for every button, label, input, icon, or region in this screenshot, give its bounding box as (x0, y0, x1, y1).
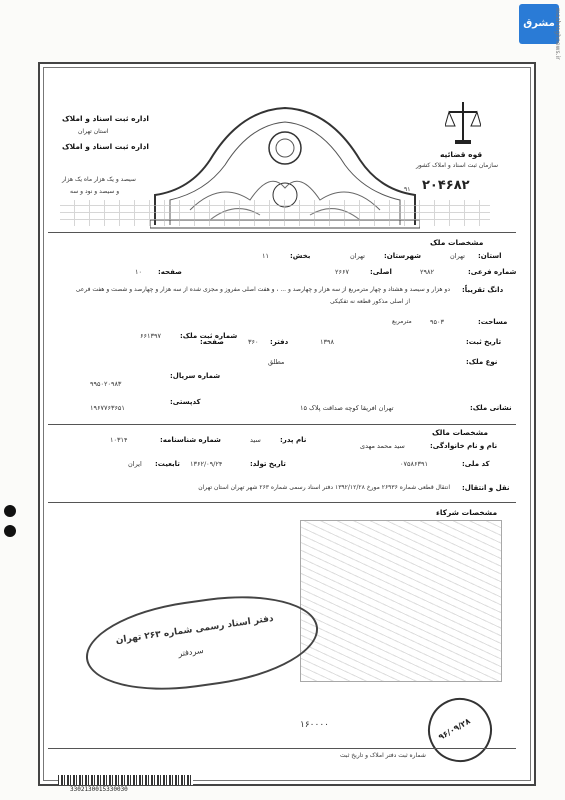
judiciary-emblem (445, 98, 481, 146)
deed-serial-prefix: ۹۱ (404, 186, 411, 193)
notary-stamp-line-1: دفتر اسناد رسمی شماره ۲۶۳ تهران (115, 613, 275, 646)
header-left-line-3: اداره ثبت اسناد و املاک (62, 142, 149, 151)
estate-label: نوع ملک: (466, 358, 498, 366)
parcel-plan-sketch (300, 520, 502, 682)
serial2-label: شماره سریال: (170, 372, 221, 380)
id-value: ۱۰۳۱۴ (110, 436, 128, 444)
section-property-title: مشخصات ملک (430, 238, 484, 247)
nationality-label: تابعیت: (155, 460, 180, 468)
district-label: بخش: (290, 252, 311, 260)
binder-hole-1 (4, 505, 16, 517)
header-left-line-1: اداره ثبت اسناد و املاک (62, 114, 149, 123)
registration-date-value: ۱۳۹۸ (320, 338, 334, 346)
bottom-number: ۱۶۰۰۰۰ (300, 720, 330, 730)
header-left-line-5: و سیصد و نود و سه (70, 188, 120, 195)
serial2-value: ۹۹۵۰۲۰۹۸۳ (90, 380, 122, 388)
book-label: دفتر: (270, 338, 289, 346)
footer-caption: شماره ثبت دفتر املاک و تاریخ ثبت (340, 752, 426, 759)
scales-icon (445, 98, 481, 146)
share-text-2: از اصلی مذکور قطعه نه تفکیکی (330, 298, 410, 305)
divider-1 (48, 232, 516, 233)
sub-value: ۲۹۸۲ (420, 268, 434, 276)
section-owner-title: مشخصات مالک (432, 428, 488, 437)
owner-number-value: ۶۶۱۳۹۷ (140, 332, 161, 340)
main-label: اصلی: (370, 268, 392, 276)
nationality-value: ایران (128, 460, 142, 468)
transfer-text: انتقال قطعی شماره ۲۶۹۳۶ مورخ ۱۳۹۲/۱۲/۲۸ دفتر اسناد رسمی شماره ۲۶۳ شهر تهران استان تهران (198, 484, 450, 491)
header-right-line-1: قوه قضائیه (440, 150, 483, 159)
registration-date-label: تاریخ ثبت: (466, 338, 502, 346)
publisher-logo: مشرق (519, 4, 559, 44)
header-right-line-2: سازمان ثبت اسناد و املاک کشور (416, 162, 499, 169)
owner-name-value: سید محمد مهدی (360, 442, 405, 450)
address-value: تهران افریقا کوچه صداقت پلاک ۱۵ (300, 404, 394, 412)
divider-4 (48, 748, 516, 749)
estate-value: مطلق (268, 358, 285, 366)
transfer-label: نقل و انتقال: (462, 484, 510, 492)
deed-serial: ۲۰۴۶۸۲ (422, 178, 470, 193)
site-watermark: mashreghnews.ir (554, 8, 561, 60)
father-label: نام پدر: (280, 436, 307, 444)
divider-3 (48, 502, 516, 503)
date-stamp-text: ۹۶/۰۹/۲۸ (436, 716, 472, 742)
district-value: ۱۱ (262, 252, 269, 260)
birth-date-value: ۱۳۶۲/۰۹/۲۴ (190, 460, 223, 468)
father-value: سید (250, 436, 261, 444)
section-partner-title: مشخصات شرکاء (436, 508, 498, 517)
brick-band (60, 200, 490, 226)
area-unit: مترمربع (392, 318, 412, 325)
area-value: ۹۵۰۳ (430, 318, 444, 326)
header-left-line-4: سیصد و یک هزار ماه یک هزار (62, 176, 136, 183)
birth-date-label: تاریخ تولد: (250, 460, 286, 468)
id-label: شماره شناسنامه: (160, 436, 221, 444)
notary-stamp-line-2: سردفتر (177, 645, 205, 659)
postal-code-label: کدپستی: (170, 398, 201, 406)
barcode (58, 775, 193, 785)
province-value: تهران (450, 252, 465, 260)
owner-number-label: شماره ثبت ملک: (180, 332, 238, 340)
page2-label: صفحه: (200, 338, 224, 346)
national-id-label: کد ملی: (462, 460, 490, 468)
city-value: تهران (350, 252, 365, 260)
page-value: ۱۰ (135, 268, 142, 276)
area-label: مساحت: (478, 318, 508, 326)
national-id-value: ۰۷۵۸۶۳۹۱ (400, 460, 428, 468)
divider-2 (48, 424, 516, 425)
page-label: صفحه: (158, 268, 182, 276)
address-label: نشانی ملک: (470, 404, 512, 412)
province-label: استان: (478, 252, 502, 260)
postal-code-value: ۱۹۶۷۷۶۳۶۵۱ (90, 404, 125, 412)
binder-hole-2 (4, 525, 16, 537)
city-label: شهرستان: (384, 252, 422, 260)
sub-label: شماره فرعی: (468, 268, 517, 276)
header-left-line-2: استان تهران (78, 128, 109, 135)
share-label: دانگ تقریباً: (462, 286, 504, 294)
main-value: ۲۶۶۷ (335, 268, 349, 276)
owner-name-label: نام و نام خانوادگی: (430, 442, 498, 450)
book-value: ۳۶۰ (248, 338, 259, 346)
share-text-1: دو هزار و سیصد و هشتاد و چهار مترمربع از سه هزار و چهارصد و ... ، و هفت اصلی مفروز و مجزی شده از سه هزار و چهارصد و شصت و هفت فرعی (75, 286, 450, 293)
barcode-digits: 3302130015330030 (70, 786, 128, 793)
